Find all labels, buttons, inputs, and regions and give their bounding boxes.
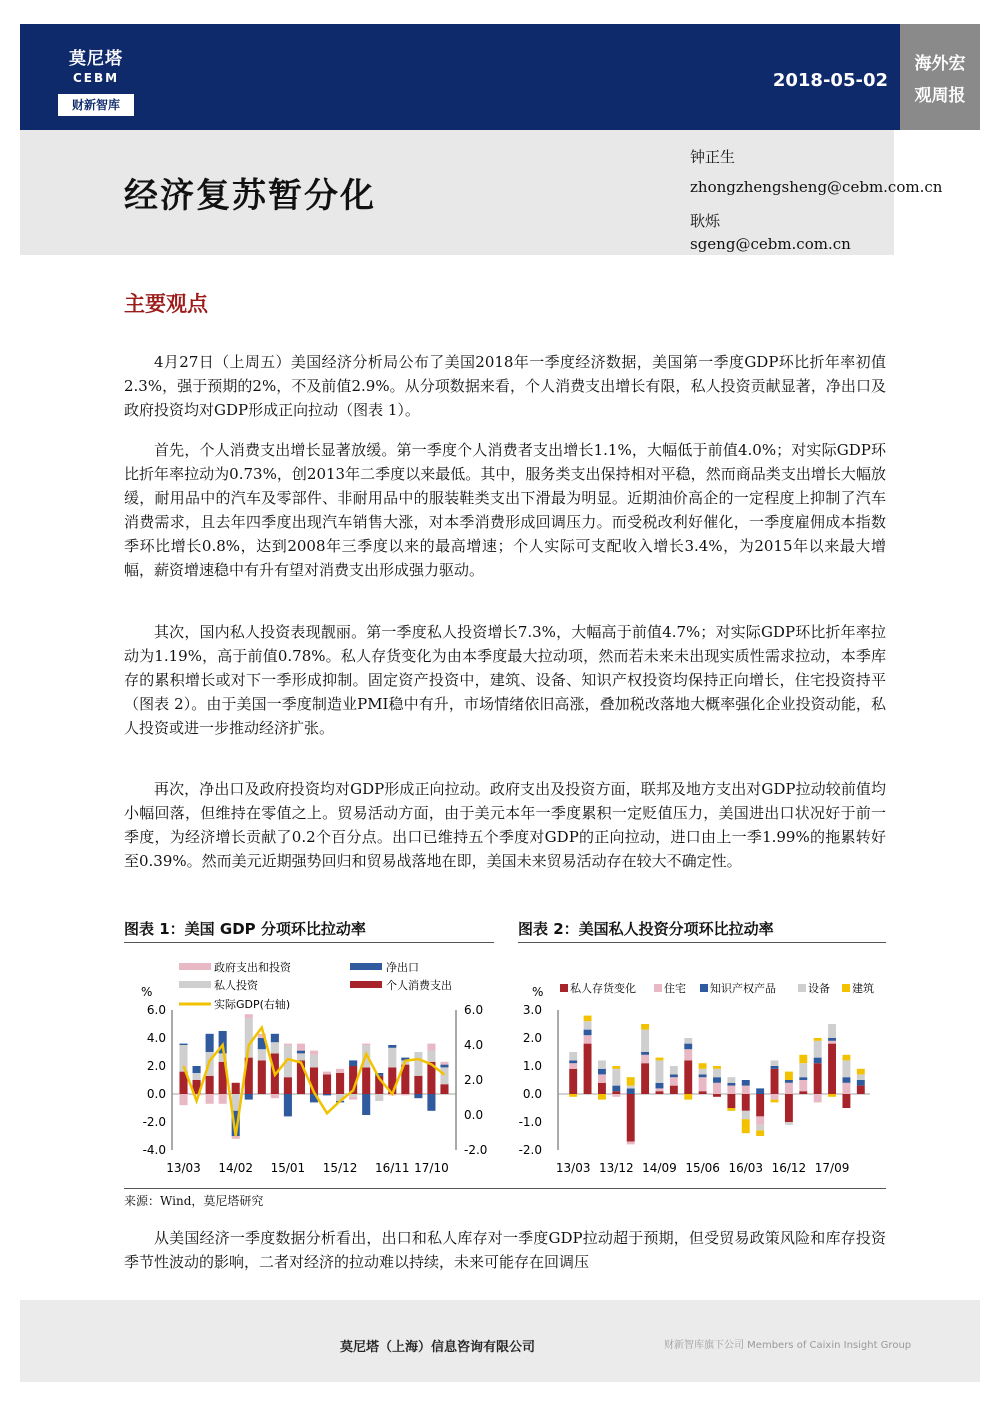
bar-structures	[641, 1024, 649, 1030]
bar-inventory	[713, 1094, 721, 1097]
chart2-y-tick: -1.0	[518, 1115, 542, 1129]
bar-equipment	[771, 1060, 779, 1066]
bar-pce	[362, 1067, 370, 1094]
bar-structures	[814, 1038, 822, 1041]
bar-equipment	[742, 1111, 750, 1119]
bar-government	[336, 1069, 344, 1073]
chart1-y2-tick: 4.0	[464, 1038, 484, 1052]
bar-ip	[842, 1077, 850, 1083]
bar-structures	[713, 1066, 721, 1069]
bar-residential	[842, 1083, 850, 1094]
bar-structures	[842, 1055, 850, 1061]
figure-2-title: 图表 2：美国私人投资分项环比拉动率	[518, 920, 774, 938]
bar-government	[427, 1044, 435, 1051]
chart1-y-tick: 6.0	[146, 1003, 166, 1017]
bar-equipment	[785, 1122, 793, 1125]
bar-inventory	[842, 1094, 850, 1108]
bar-ip	[598, 1069, 606, 1075]
bar-government	[179, 1094, 187, 1105]
bar-net-exports	[388, 1045, 396, 1048]
chart1-y-tick: -4.0	[142, 1143, 166, 1157]
chart2-y-unit: %	[532, 985, 544, 999]
bar-inventory	[612, 1091, 620, 1094]
paragraph-4: 再次，净出口及政府投资均对GDP形成正向拉动。政府支出及投资方面，联邦及地方支出对GDP拉动较前值均小幅回落，但维持在零值之上。贸易活动方面，由于美元本年一季度累积一定贬值压力，美国进出口状况好于前一季度，为经济增长贡献了0.2个百分点。出口已维持五个季度对GDP的正向拉动，进口由上一季1.99%的拖累转好至0.39%。然而美元近期强势回归和贸易战落地在即，美国未来贸易活动存在较大不确定性。	[124, 780, 886, 870]
author-name-1: 钟正生	[690, 148, 736, 166]
bar-equipment	[569, 1052, 577, 1060]
bar-equipment	[828, 1024, 836, 1038]
chart-gdp-contribution	[124, 950, 494, 1185]
bar-residential	[684, 1049, 692, 1060]
figure-1-title: 图表 1：美国 GDP 分项环比拉动率	[124, 920, 366, 938]
bar-equipment	[584, 1021, 592, 1029]
bar-ip	[857, 1080, 865, 1086]
chart1-y-tick: -2.0	[142, 1115, 166, 1129]
bar-residential	[670, 1077, 678, 1085]
bar-equipment	[842, 1060, 850, 1077]
bar-structures	[756, 1130, 764, 1136]
chart1-y-tick: 2.0	[146, 1059, 166, 1073]
bar-net-exports	[271, 1034, 279, 1042]
bar-equipment	[699, 1069, 707, 1075]
logo-english: CEBM	[72, 71, 120, 85]
bar-pce	[206, 1076, 214, 1094]
legend-gov: 政府支出和投资	[214, 961, 291, 974]
bar-equipment	[713, 1069, 721, 1077]
chart2-legend	[560, 981, 874, 995]
figure-1-rule	[124, 942, 494, 943]
bar-ip	[727, 1083, 735, 1086]
bar-pce	[258, 1060, 266, 1094]
bar-government	[206, 1094, 214, 1104]
bar-residential	[742, 1086, 750, 1094]
chart2-y-tick: 1.0	[522, 1059, 542, 1073]
legend-inv: 私人投资	[214, 979, 258, 992]
chart2-x-tick: 16/03	[728, 1161, 764, 1175]
bar-structures	[785, 1072, 793, 1080]
chart2-y-tick: -2.0	[518, 1143, 542, 1157]
bar-government	[323, 1072, 331, 1075]
bar-structures	[857, 1069, 865, 1075]
bar-inventory	[756, 1094, 764, 1116]
chart2-y-tick: 0.0	[522, 1087, 542, 1101]
bar-equipment	[857, 1074, 865, 1080]
bar-ip	[569, 1060, 577, 1063]
bar-residential	[771, 1094, 779, 1100]
bar-inventory	[670, 1086, 678, 1094]
bar-inventory	[699, 1091, 707, 1094]
legend-net: 净出口	[386, 961, 419, 974]
report-type-tag	[900, 24, 980, 130]
bar-ip	[785, 1080, 793, 1083]
paragraph-5: 从美国经济一季度数据分析看出，出口和私人库存对一季度GDP拉动超于预期，但受贸易政策风险和库存投资季节性波动的影响，二者对经济的拉动难以持续，未来可能存在回调压	[124, 1229, 886, 1271]
bar-government	[310, 1051, 318, 1055]
bar-net-exports	[349, 1060, 357, 1066]
bar-net-exports	[427, 1094, 435, 1111]
author-name-2: 耿烁	[690, 212, 721, 230]
bar-inventory	[799, 1091, 807, 1094]
bar-residential	[612, 1094, 620, 1097]
bar-structures	[684, 1094, 692, 1100]
author-email-1[interactable]: zhongzhengsheng@cebm.com.cn	[690, 178, 943, 196]
chart1-x-tick: 14/02	[218, 1161, 254, 1175]
header-bar	[20, 24, 900, 130]
legend-swatch-inv	[179, 981, 211, 988]
legend-swatch-gov	[179, 963, 211, 970]
bar-equipment	[641, 1030, 649, 1052]
bar-residential	[756, 1116, 764, 1124]
legend-swatch-residential	[654, 984, 662, 992]
bar-residential	[641, 1055, 649, 1063]
bar-investment	[271, 1042, 279, 1053]
chart2-x-tick: 16/12	[771, 1161, 807, 1175]
bar-inventory	[785, 1094, 793, 1122]
legend-pce: 个人消费支出	[386, 979, 452, 992]
bar-inventory	[742, 1094, 750, 1111]
bar-pce	[323, 1074, 331, 1094]
bar-equipment	[627, 1086, 635, 1089]
bar-inventory	[627, 1094, 635, 1142]
bar-residential	[569, 1063, 577, 1069]
bar-investment	[440, 1067, 448, 1084]
bar-investment	[427, 1051, 435, 1062]
bar-equipment	[727, 1077, 735, 1083]
bar-ip	[670, 1074, 678, 1077]
bar-investment	[388, 1048, 396, 1068]
bar-investment	[258, 1049, 266, 1060]
bar-ip	[799, 1077, 807, 1080]
cebm-logo	[58, 38, 134, 116]
bar-residential	[656, 1088, 664, 1091]
chart2-x-tick: 14/09	[642, 1161, 677, 1175]
bar-ip	[656, 1083, 664, 1089]
paragraph-2: 首先，个人消费支出增长显著放缓。第一季度个人消费者支出增长1.1%，大幅低于前值4.0%；对实际GDP环比折年率拉动为0.73%，创2013年二季度以来最低。其中，服务类支出保持相对平稳，然而商品类支出增长大幅放缓，耐用品中的汽车及零部件、非耐用品中的服装鞋类支出下滑最为明显。近期油价高企的一定程度上抑制了汽车消费需求，且去年四季度出现汽车销售大涨，对本季消费形成回调压力。而受税改利好催化，一季度雇佣成本指数季环比增长0.8%，达到2008年三季度以来的最高增速；个人实际可支配收入增长3.4%，为2015年以来最大增幅，薪资增速稳中有升有望对消费支出形成强力驱动。	[124, 441, 886, 579]
bar-net-exports	[440, 1065, 448, 1068]
legend-ip: 知识产权产品	[710, 982, 776, 995]
bar-government	[401, 1094, 409, 1095]
chart-private-investment	[518, 950, 888, 1185]
chart2-x-tick: 15/06	[685, 1161, 720, 1175]
bar-investment	[297, 1053, 305, 1060]
bar-government	[219, 1094, 227, 1104]
bar-net-exports	[414, 1094, 422, 1098]
legend-swatch-inventory	[560, 984, 568, 992]
bar-structures	[727, 1108, 735, 1111]
bar-net-exports	[362, 1094, 370, 1115]
bar-structures	[584, 1016, 592, 1022]
legend-swatch-net	[350, 963, 382, 970]
bar-investment	[414, 1052, 422, 1076]
legend-residential: 住宅	[664, 982, 686, 995]
bar-structures	[699, 1063, 707, 1069]
bar-ip	[713, 1077, 721, 1083]
legend-gdp: 实际GDP(右轴)	[214, 998, 291, 1011]
bar-equipment	[656, 1060, 664, 1082]
report-date: 2018-05-02	[772, 70, 888, 91]
bar-inventory	[641, 1063, 649, 1094]
legend-inventory: 私人存货变化	[570, 982, 636, 995]
chart1-y-tick: 0.0	[146, 1087, 166, 1101]
bar-investment	[375, 1094, 383, 1101]
tag-line-2: 观周报	[914, 86, 966, 106]
chart2-bars	[569, 1016, 865, 1145]
bar-inventory	[569, 1069, 577, 1094]
bar-inventory	[684, 1060, 692, 1094]
bar-inventory	[814, 1063, 822, 1094]
legend-swatch-pce	[350, 981, 382, 988]
paragraph-1: 4月27日（上周五）美国经济分析局公布了美国2018年一季度经济数据，美国第一季度GDP环比折年率初值2.3%，强于预期的2%，不及前值2.9%。从分项数据来看，个人消费支出增长有限，私人投资贡献显著，净出口及政府投资均对GDP形成正向拉动（图表 1）。	[124, 353, 886, 419]
chart1-x-tick: 16/11	[374, 1161, 410, 1175]
chart1-x-tick: 13/03	[166, 1161, 201, 1175]
bar-residential	[584, 1035, 592, 1043]
footer-member: 财新智库旗下公司 Members of Caixin Insight Group	[664, 1340, 912, 1351]
bar-ip	[742, 1080, 750, 1086]
bar-government	[245, 1014, 253, 1018]
bar-government	[284, 1044, 292, 1045]
chart1-legend	[179, 960, 452, 1011]
chart1-y-unit: %	[141, 985, 153, 999]
chart2-x-tick: 13/03	[555, 1161, 591, 1175]
chart1-y2-tick: 0.0	[464, 1108, 484, 1122]
bar-residential	[699, 1077, 707, 1091]
bar-inventory	[828, 1044, 836, 1094]
bar-inventory	[584, 1044, 592, 1094]
bar-residential	[713, 1083, 721, 1094]
figure-2-rule	[518, 942, 886, 943]
bar-government	[232, 1136, 240, 1139]
chart1-x-tick: 15/12	[322, 1161, 358, 1175]
chart1-x-tick: 15/01	[270, 1161, 306, 1175]
bar-ip	[756, 1088, 764, 1094]
bar-government	[362, 1044, 370, 1045]
bar-inventory	[656, 1091, 664, 1094]
bar-structures	[828, 1094, 836, 1097]
bar-inventory	[598, 1083, 606, 1094]
logo-chinese: 莫尼塔	[69, 49, 123, 69]
bar-structures	[742, 1119, 750, 1133]
bar-residential	[814, 1094, 822, 1102]
legend-equipment: 设备	[808, 982, 830, 995]
bar-ip	[699, 1074, 707, 1077]
bar-net-exports	[323, 1094, 331, 1095]
legend-swatch-structures	[842, 984, 850, 992]
bar-ip	[612, 1086, 620, 1092]
legend-swatch-equipment	[798, 984, 806, 992]
chart2-x-tick: 13/12	[599, 1161, 634, 1175]
chart1-y-tick: 4.0	[146, 1031, 166, 1045]
bar-pce	[232, 1083, 240, 1094]
footer-company: 莫尼塔（上海）信息咨询有限公司	[340, 1340, 536, 1355]
legend-swatch-ip	[700, 984, 708, 992]
bar-pce	[284, 1077, 292, 1094]
bar-residential	[727, 1086, 735, 1094]
bar-structures	[771, 1100, 779, 1103]
bar-equipment	[814, 1041, 822, 1058]
chart2-y-tick: 3.0	[522, 1003, 542, 1017]
bar-ip	[814, 1058, 822, 1064]
bar-structures	[656, 1058, 664, 1061]
author-email-2[interactable]: sgeng@cebm.com.cn	[690, 235, 851, 253]
bar-equipment	[799, 1063, 807, 1077]
bar-ip	[584, 1030, 592, 1036]
bar-structures	[569, 1094, 577, 1097]
bar-residential	[799, 1080, 807, 1091]
chart1-y2-tick: 6.0	[464, 1003, 484, 1017]
section-title: 主要观点	[124, 292, 208, 316]
bar-residential	[785, 1083, 793, 1094]
bar-government	[271, 1094, 279, 1098]
bar-residential	[598, 1074, 606, 1082]
bar-equipment	[612, 1069, 620, 1086]
bar-structures	[627, 1077, 635, 1085]
bar-equipment	[670, 1066, 678, 1074]
bar-net-exports	[206, 1034, 214, 1052]
bar-net-exports	[284, 1094, 292, 1116]
bar-equipment	[756, 1125, 764, 1131]
chart1-y2-tick: 2.0	[464, 1073, 484, 1087]
chart2-x-tick: 17/09	[814, 1161, 850, 1175]
bar-pce	[414, 1076, 422, 1094]
bar-investment	[193, 1073, 201, 1080]
bar-equipment	[684, 1038, 692, 1044]
bar-net-exports	[179, 1044, 187, 1045]
bar-net-exports	[193, 1066, 201, 1073]
bar-investment	[310, 1055, 318, 1068]
bar-inventory	[771, 1069, 779, 1094]
bar-inventory	[727, 1094, 735, 1108]
bar-structures	[598, 1094, 606, 1100]
paragraph-3: 其次，国内私人投资表现靓丽。第一季度私人投资增长7.3%，大幅高于前值4.7%；对实际GDP环比折年率拉动为1.19%，高于前值0.78%。私人存货变化为由本季度最大拉动项，然而若未来未出现实质性需求拉动，本季库存的累积增长或对下一季形成抑制。固定资产投资中，建筑、设备、知识产权投资均保持正向增长，住宅投资持平（图表 2）。由于美国一季度制造业PMI稳中有升，市场情绪依旧高涨，叠加税改落地大概率强化企业投资动能，私人投资或进一步推动经济扩张。	[124, 623, 886, 737]
bar-pce	[336, 1073, 344, 1094]
bar-ip	[771, 1066, 779, 1069]
bar-ip	[641, 1052, 649, 1055]
bar-investment	[349, 1094, 357, 1097]
bar-ip	[684, 1044, 692, 1050]
bar-structures	[799, 1055, 807, 1063]
chart1-y2-tick: -2.0	[464, 1143, 488, 1157]
chart2-y-tick: 2.0	[522, 1031, 542, 1045]
legend-structures: 建筑	[852, 982, 874, 995]
chart-source: 来源：Wind，莫尼塔研究	[124, 1194, 264, 1208]
logo-subtitle: 财新智库	[58, 94, 134, 116]
bar-residential	[828, 1041, 836, 1044]
bar-net-exports	[245, 1094, 253, 1100]
bar-ip	[828, 1038, 836, 1041]
chart1-x-tick: 17/10	[414, 1161, 449, 1175]
bar-pce	[440, 1084, 448, 1094]
chart1-bars	[179, 1014, 448, 1139]
bar-government	[349, 1097, 357, 1100]
bar-equipment	[598, 1060, 606, 1068]
tag-line-1: 海外宏	[914, 54, 966, 74]
bar-net-exports	[297, 1051, 305, 1054]
source-rule	[124, 1188, 886, 1189]
bar-inventory	[857, 1086, 865, 1094]
bar-structures	[612, 1066, 620, 1069]
bar-residential	[627, 1142, 635, 1145]
bar-ip	[627, 1088, 635, 1094]
bar-government	[297, 1044, 305, 1051]
bar-government	[440, 1062, 448, 1065]
report-title: 经济复苏暂分化	[124, 176, 376, 216]
